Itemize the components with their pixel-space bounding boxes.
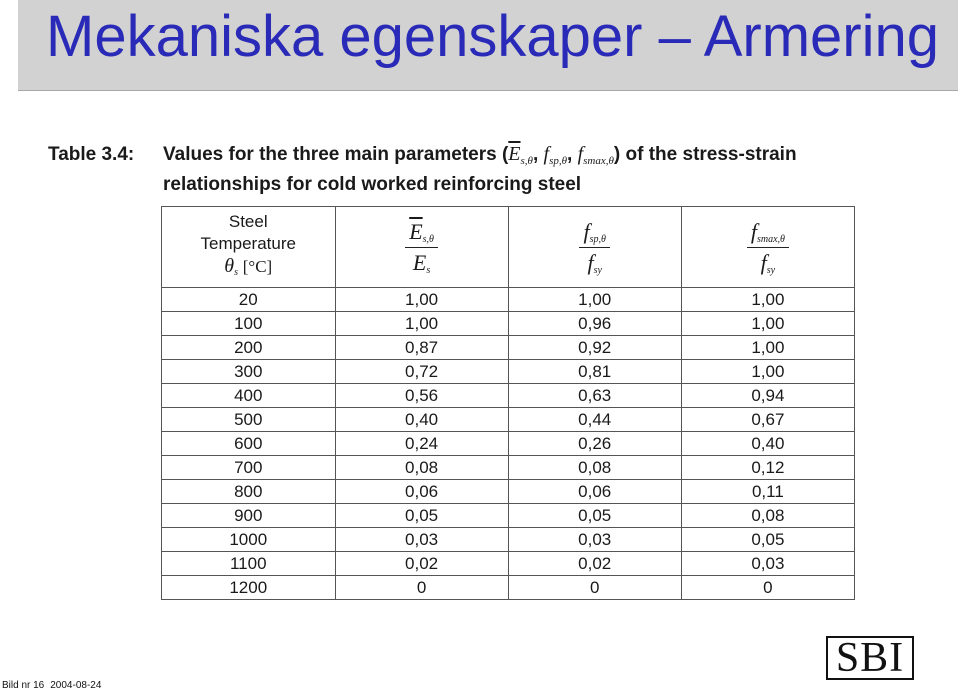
title-bar	[18, 0, 958, 91]
table-cell: 0,02	[508, 552, 681, 576]
table-cell: 100	[162, 312, 336, 336]
table-cell: 0,40	[335, 408, 508, 432]
sbi-logo: SBI	[826, 636, 914, 680]
table-cell: 400	[162, 384, 336, 408]
header-steel-temperature	[162, 207, 336, 288]
table-cell: 1,00	[335, 312, 508, 336]
table-row	[162, 432, 855, 456]
table-cell: 0,12	[681, 456, 854, 480]
table-header-row	[162, 207, 855, 288]
header-temperature-label: Temperature	[200, 233, 296, 253]
table-cell: 0,56	[335, 384, 508, 408]
page-label: Bild nr 16	[2, 680, 45, 691]
caption-separator: ,	[532, 144, 539, 165]
table-cell: 1,00	[681, 312, 854, 336]
caption-tail: ) of the stress-strain	[613, 144, 797, 165]
table-cell: 0	[681, 576, 854, 600]
footer	[2, 680, 107, 691]
table-cell: 0,02	[335, 552, 508, 576]
table-row	[162, 576, 855, 600]
table-cell: 1,00	[681, 288, 854, 312]
table-row	[162, 480, 855, 504]
table-cell: 1100	[162, 552, 336, 576]
caption-lead: Values for the three main parameters (	[163, 144, 509, 165]
table-row	[162, 552, 855, 576]
table-cell: 0	[335, 576, 508, 600]
table-caption-line2: relationships for cold worked reinforcing steel	[163, 174, 582, 195]
header-fsp-ratio: $\frac{\text{fsp,θ}}{\text{fsy}}$	[508, 207, 681, 288]
table-cell: 0,05	[681, 528, 854, 552]
table-cell: 0,11	[681, 480, 854, 504]
table-cell: 0,06	[508, 480, 681, 504]
table-cell: 600	[162, 432, 336, 456]
table-row	[162, 408, 855, 432]
table-cell: 0,87	[335, 336, 508, 360]
table-cell: 0,72	[335, 360, 508, 384]
slide-title: Mekaniska egenskaper – Armering	[46, 4, 940, 69]
table-cell: 0,08	[335, 456, 508, 480]
table-cell: 0,92	[508, 336, 681, 360]
table-cell: 20	[162, 288, 336, 312]
table-cell: 0,94	[681, 384, 854, 408]
table-cell: 0,81	[508, 360, 681, 384]
table-row	[162, 288, 855, 312]
table-row	[162, 384, 855, 408]
table-cell: 0,67	[681, 408, 854, 432]
table-cell: 0,03	[335, 528, 508, 552]
table-cell: 200	[162, 336, 336, 360]
table-label: Table 3.4:	[48, 144, 135, 165]
table-cell: 1,00	[508, 288, 681, 312]
header-e-ratio: $\frac{\overline{E}s,\theta}{Es}$	[335, 207, 508, 288]
table-cell: 500	[162, 408, 336, 432]
parameter-table	[161, 206, 855, 600]
table-cell: 0,08	[508, 456, 681, 480]
table-row	[162, 504, 855, 528]
caption-param-fsmax: $f_{smax,\theta}$	[577, 143, 614, 167]
table-cell: 0,03	[681, 552, 854, 576]
table-cell: 1200	[162, 576, 336, 600]
table-cell: 800	[162, 480, 336, 504]
table-row	[162, 360, 855, 384]
table-row	[162, 456, 855, 480]
header-temperature-symbol: θs [°C]	[224, 254, 273, 278]
table-cell: 900	[162, 504, 336, 528]
table-cell: 0,08	[681, 504, 854, 528]
caption-param-fsp: $f_{sp,\theta}$	[543, 143, 568, 167]
table-body	[162, 288, 855, 600]
table-cell: 0,40	[681, 432, 854, 456]
table-cell: 1,00	[681, 360, 854, 384]
table-cell: 700	[162, 456, 336, 480]
footer-date: 2004-08-24	[50, 680, 102, 691]
table-cell: 0,24	[335, 432, 508, 456]
table-row	[162, 312, 855, 336]
table-cell: 0,05	[335, 504, 508, 528]
table-row	[162, 336, 855, 360]
table-cell: 1,00	[335, 288, 508, 312]
table-cell: 1,00	[681, 336, 854, 360]
table-cell: 0,06	[335, 480, 508, 504]
table-cell: 0,44	[508, 408, 681, 432]
table-cell: 0,26	[508, 432, 681, 456]
table-cell: 0,96	[508, 312, 681, 336]
table-cell: 0,03	[508, 528, 681, 552]
table-row	[162, 528, 855, 552]
table-cell: 0,05	[508, 504, 681, 528]
table-cell: 300	[162, 360, 336, 384]
caption-separator: ,	[567, 144, 573, 165]
table-caption-line1	[48, 144, 797, 167]
table-cell: 0,63	[508, 384, 681, 408]
header-fsmax-ratio: $\frac{fsmax,\theta}{\text{fsy}}$	[681, 207, 854, 288]
header-steel-label: Steel	[228, 211, 268, 231]
table-cell: 0	[508, 576, 681, 600]
caption-param-e: $\overline{E}_{s,\theta}$	[508, 143, 533, 167]
table-cell: 1000	[162, 528, 336, 552]
